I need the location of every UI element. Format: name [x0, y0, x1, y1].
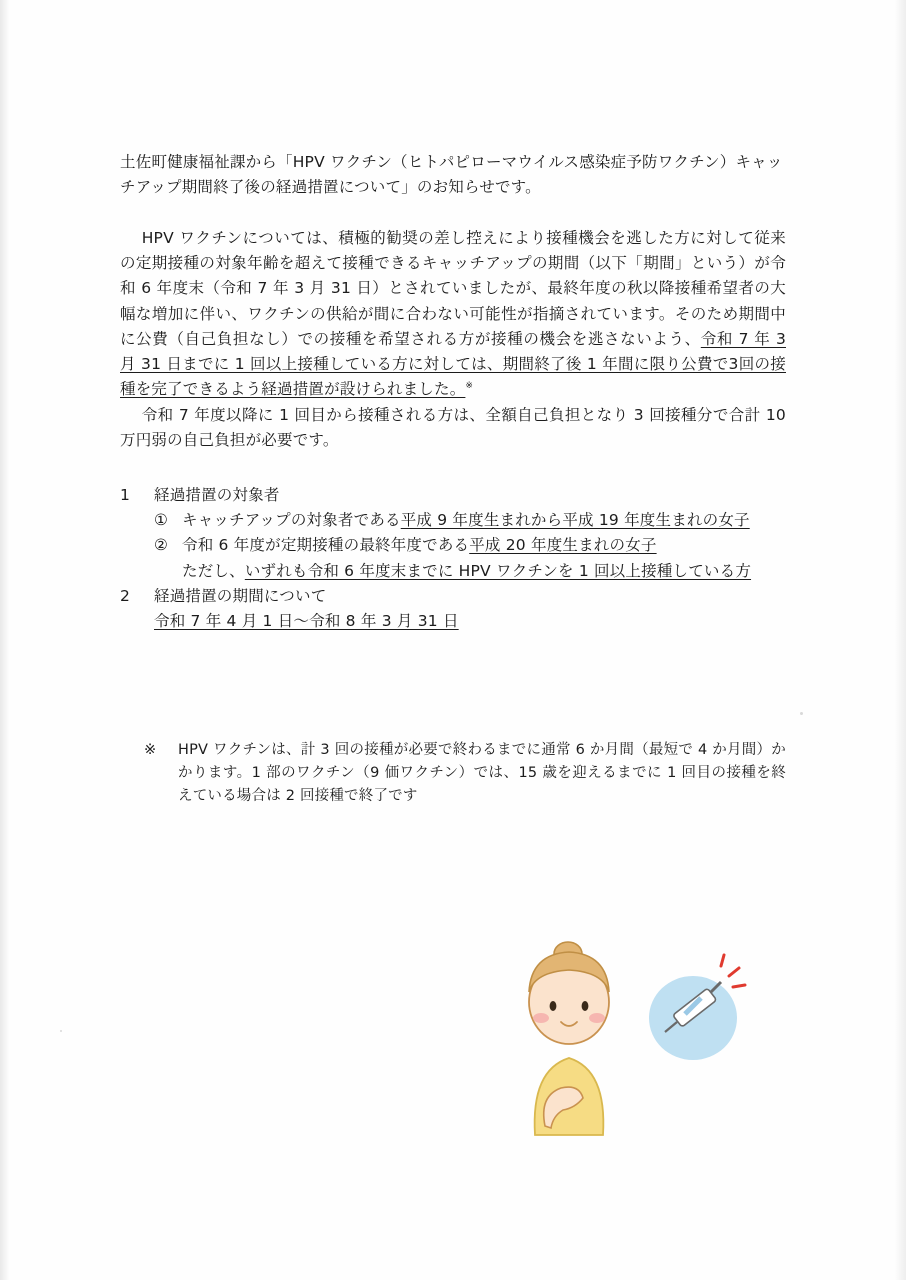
section-1-heading [120, 483, 786, 508]
spark-icon [721, 955, 745, 987]
section-1-subitem-1-marker: ① [154, 511, 169, 530]
section-1-subitem-2-marker: ② [154, 536, 169, 555]
scan-edge-left [0, 0, 10, 1280]
eye-left [550, 1001, 557, 1011]
section-1-subitem-2-underlined: 平成 20 年度生まれの女子 [469, 536, 657, 555]
section-2-title: 経過措置の期間について [154, 586, 327, 605]
section-1-subitem-1 [154, 508, 786, 533]
scan-edge-right [894, 0, 906, 1280]
footnote-reference-mark: ※ [465, 380, 474, 391]
section-1-subitem-1-text [182, 508, 786, 533]
section-1-condition-plain: ただし、 [182, 561, 245, 580]
illustration-svg [505, 930, 755, 1145]
section-1-subitem-2-plain: 令和 6 年度が定期接種の最終年度である [182, 536, 470, 555]
section-1-subitem-2 [154, 533, 786, 558]
section-2-number: 2 [120, 586, 131, 605]
cheek-left [533, 1013, 549, 1023]
intro-paragraph: 土佐町健康福祉課から「HPV ワクチン（ヒトパピローマウイルス感染症予防ワクチン）キャッチアップ期間終了後の経過措置について」のお知らせです。 [120, 153, 783, 197]
section-1-number: 1 [120, 486, 131, 505]
section-1-subitem-1-plain: キャッチアップの対象者である [182, 511, 401, 530]
cheek-right [589, 1013, 605, 1023]
eye-right [582, 1001, 589, 1011]
footnote-marker: ※ [144, 741, 157, 758]
body-paragraph-1-underlined: 令和 7 年 3 月 31 日までに 1 回以上接種している方に対しては、期間終了後 1 年間に限り公費で3回の接種を完了できるよう経過措置が設けられました。 [120, 329, 786, 398]
section-1-subitem-2-text [182, 533, 786, 558]
body-paragraph-1 [120, 226, 786, 402]
section-list [120, 483, 786, 634]
section-2-period [154, 609, 786, 634]
girl-with-syringe-illustration [505, 930, 755, 1145]
footnote-text: HPV ワクチンは、計 3 回の接種が必要で終わるまでに通常 6 か月間（最短で 4 か月間）かかります。1 部のワクチン（9 価ワクチン）では、15 歳を迎えるまでに 1 回目の接種を終えている場合は 2 回接種で終了です [178, 741, 786, 805]
section-1-title: 経過措置の対象者 [154, 486, 280, 505]
scan-speck [800, 712, 803, 715]
section-2-heading [120, 584, 786, 609]
footnote-block [144, 739, 786, 809]
section-1-subitem-1-underlined: 平成 9 年度生まれから平成 19 年度生まれの女子 [400, 511, 750, 530]
body-paragraph-1-text: HPV ワクチンについては、積極的勧奨の差し控えにより接種機会を逃した方に対して従来の定期接種の対象年齢を超えて接種できるキャッチアップの期間（以下「期間」という）が令和 6 年度末（令和 7 年 3 月 31 日）とされていましたが、最終年度の秋以降接種希望者の大幅な増加に伴い、ワクチンの供給が間に合わない可能性が指摘されています。そのため期間中に公費（自己負担なし）での接種を希望される方が接種の機会を逃さないよう、 [120, 229, 786, 348]
scan-speck [60, 1030, 62, 1032]
body-paragraph-2: 令和 7 年度以降に 1 回目から接種される方は、全額自己負担となり 3 回接種分で合計 10 万円弱の自己負担が必要です。 [120, 405, 786, 450]
section-1-condition-underlined: いずれも令和 6 年度末までに HPV ワクチンを 1 回以上接種している方 [244, 561, 752, 580]
section-1-condition-note [182, 559, 786, 584]
document-body [120, 150, 786, 808]
section-2-period-underlined: 令和 7 年 4 月 1 日〜令和 8 年 3 月 31 日 [154, 611, 459, 630]
